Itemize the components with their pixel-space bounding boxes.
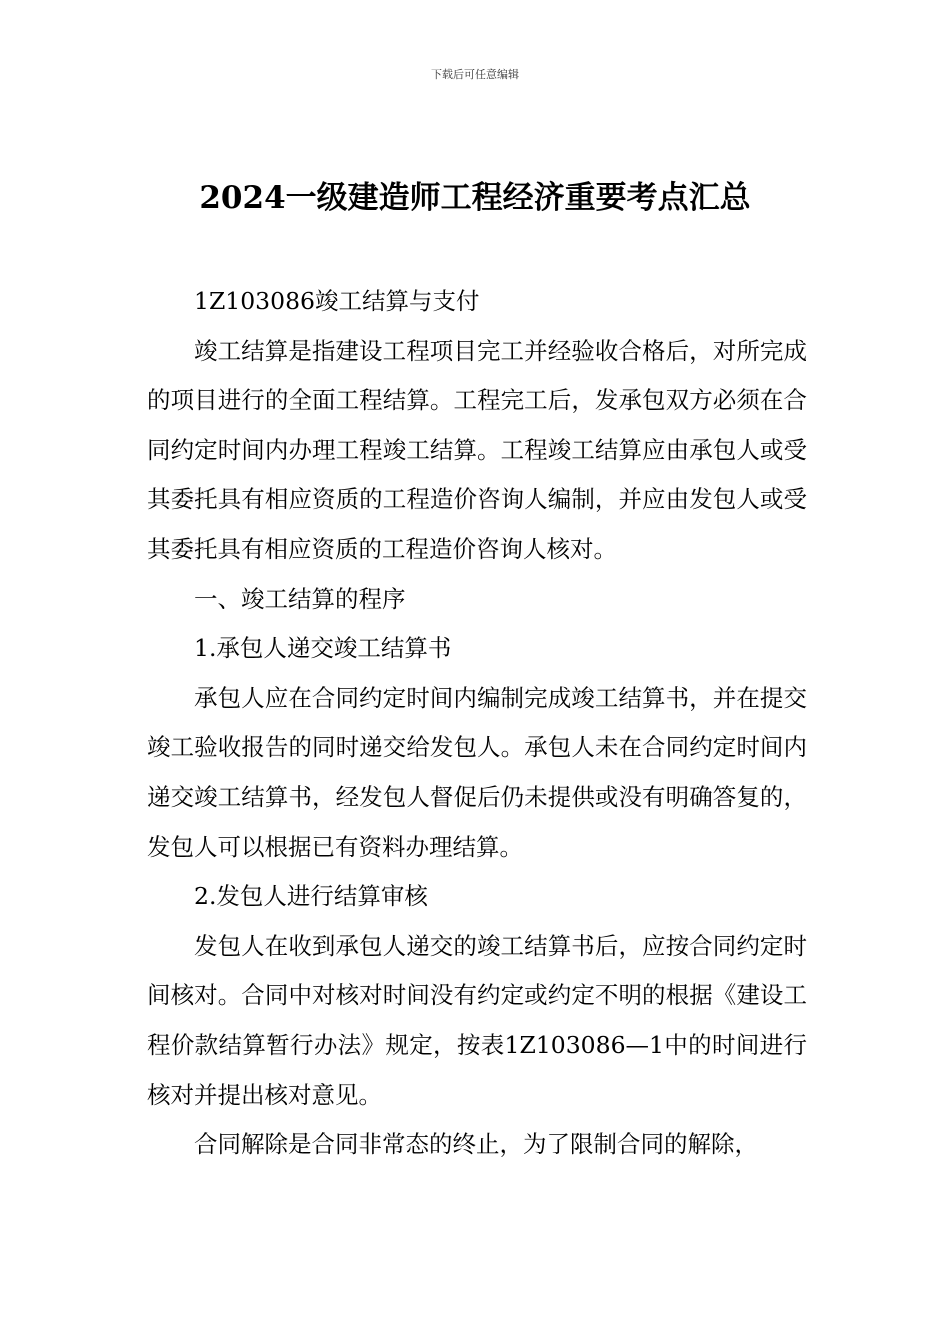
paragraph-contract-termination: 合同解除是合同非常态的终止，为了限制合同的解除， [194,1130,758,1159]
section-code-heading: 1Z103086竣工结算与支付 [194,287,480,315]
paragraph-owner-review: 发包人在收到承包人递交的竣工结算书后，应按合同约定时间核对。合同中对核对时间没有约定或约定不明的根据《建设工程价款结算暂行办法》规定，按表1Z103086—1中的时间进行核对并提出核对意见。 [147,931,807,1109]
page-header-note: 下载后可任意编辑 [431,68,519,81]
section-heading-procedure: 一、竣工结算的程序 [194,584,406,613]
subheading-owner-review: 2.发包人进行结算审核 [194,882,428,911]
document-body [147,277,807,1170]
paragraph-contractor-submits: 承包人应在合同约定时间内编制完成竣工结算书，并在提交竣工验收报告的同时递交给发包人。承包人未在合同约定时间内递交竣工结算书，经发包人督促后仍未提供或没有明确答复的，发包人可以根据已有资料办理结算。 [147,683,807,861]
subheading-contractor-submits: 1.承包人递交竣工结算书 [194,634,452,663]
paragraph-definition: 竣工结算是指建设工程项目完工并经验收合格后，对所完成的项目进行的全面工程结算。工程完工后，发承包双方必须在合同约定时间内办理工程竣工结算。工程竣工结算应由承包人或受其委托具有相应资质的工程造价咨询人编制，并应由发包人或受其委托具有相应资质的工程造价咨询人核对。 [147,336,807,563]
document-title: 2024一级建造师工程经济重要考点汇总 [199,180,751,216]
